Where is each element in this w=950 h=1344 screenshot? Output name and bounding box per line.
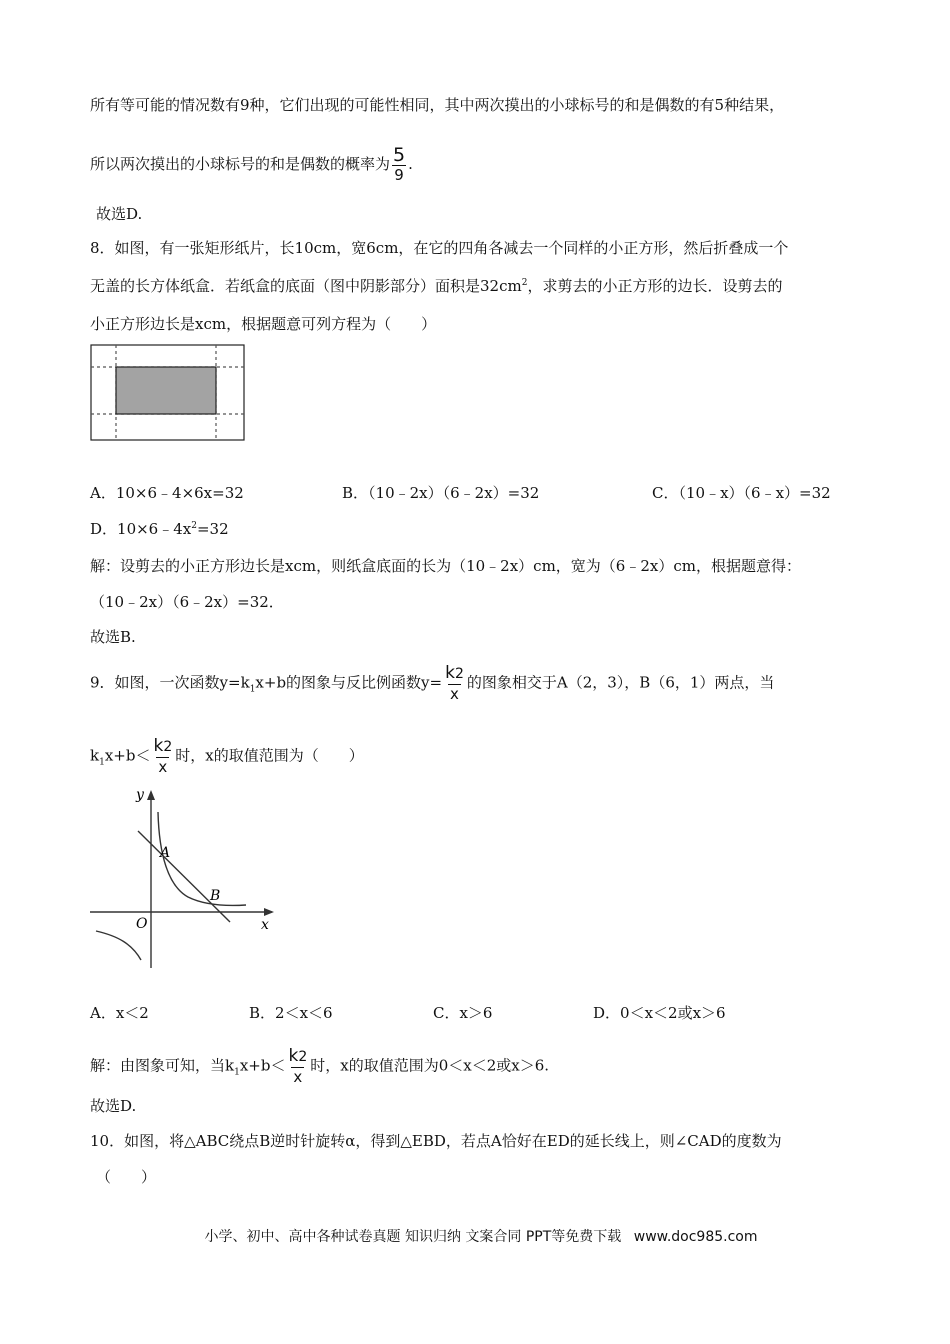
q9-option-c: C．x＞6 bbox=[433, 1004, 493, 1022]
y-axis-arrow bbox=[147, 790, 155, 800]
label-x: x bbox=[261, 917, 269, 933]
fraction-5-9: $\frac{5}{9}$ bbox=[393, 144, 406, 184]
shaded-base bbox=[116, 367, 216, 414]
q8-option-c: C．（10﹣x）（6﹣x）=32 bbox=[652, 484, 831, 502]
q9-option-b: B．2＜x＜6 bbox=[249, 1004, 333, 1022]
hyperbola-branch-1 bbox=[158, 812, 246, 905]
q7-line2: 所以两次摸出的小球标号的和是偶数的概率为 $\frac{5}{9}$ . bbox=[90, 144, 413, 184]
fraction-k2-x: $\frac{k2}{x}$ bbox=[445, 663, 464, 703]
hyperbola-branch-2 bbox=[96, 931, 141, 960]
x-axis-arrow bbox=[264, 908, 274, 916]
label-a: A bbox=[160, 845, 171, 861]
q8-solution-1: 解：设剪去的小正方形边长是xcm，则纸盒底面的长为（10﹣2x）cm，宽为（6﹣2x）cm，根据题意得： bbox=[90, 557, 801, 575]
q8-option-d: D．$10\times 6﹣4x^2=32$ bbox=[90, 520, 229, 538]
fraction-k2-x: $\frac{k2}{x}$ bbox=[153, 736, 173, 776]
q9-graph bbox=[88, 784, 280, 974]
q8-line1: 8．如图，有一张矩形纸片，长10cm，宽6cm，在它的四角各减去一个同样的小正方形，然后折叠成一个 bbox=[90, 239, 789, 257]
label-o: O bbox=[136, 916, 148, 932]
q8-line3: 小正方形边长是xcm，根据题意可列方程为（ ） bbox=[90, 315, 437, 333]
q8-answer: 故选B. bbox=[90, 628, 136, 646]
fraction-k2-x: $\frac{k2}{x}$ bbox=[288, 1046, 308, 1086]
q9-answer: 故选D. bbox=[90, 1097, 137, 1115]
label-y: y bbox=[136, 787, 144, 803]
q9-solution: 解：由图象可知，当$k_1x+b<$ $\frac{k2}{x}$ 时，x的取值范围为0＜x＜2或x＞6. bbox=[90, 1046, 550, 1086]
q8-solution-2: （10﹣2x）（6﹣2x）=32． bbox=[90, 593, 284, 611]
q10-line2: （ ） bbox=[96, 1168, 157, 1186]
q9-option-a: A．x＜2 bbox=[90, 1004, 149, 1022]
q7-answer: 故选D. bbox=[96, 205, 143, 223]
q9-option-d: D．0＜x＜2或x＞6 bbox=[593, 1004, 726, 1022]
page-footer: 小学、初中、高中各种试卷真题 知识归纳 文案合同 PPT等免费下载 www.doc985.com bbox=[204, 1229, 758, 1245]
q9-line1: 9．如图，一次函数$y=k_1x+b$的图象与反比例函数y= $\frac{k2}{x}$ 的图象相交于A（2，3），B（6，1）两点，当 bbox=[90, 663, 775, 703]
q7-line1: 所有等可能的情况数有9种，它们出现的可能性相同，其中两次摸出的小球标号的和是偶数的有5种结果， bbox=[90, 96, 785, 114]
label-b: B bbox=[210, 888, 221, 904]
q8-figure bbox=[90, 344, 246, 442]
linear-function-line bbox=[138, 831, 230, 922]
q8-option-b: B．（10﹣2x）（6﹣2x）=32 bbox=[342, 484, 540, 502]
q8-option-a: A．10×6﹣4×6x=32 bbox=[90, 484, 244, 502]
q10-line1: 10．如图，将△ABC绕点B逆时针旋转α，得到△EBD，若点A恰好在ED的延长线上，则∠CAD的度数为 bbox=[90, 1132, 782, 1150]
q8-line2: 无盖的长方体纸盒．若纸盒的底面（图中阴影部分）面积是$32cm^2$，求剪去的小正方形的边长．设剪去的 bbox=[90, 277, 783, 295]
q9-line2: $k_1x+b<$ $\frac{k2}{x}$ 时，x的取值范围为（ ） bbox=[90, 736, 364, 776]
footer-url[interactable]: www.doc985.com bbox=[633, 1229, 758, 1245]
